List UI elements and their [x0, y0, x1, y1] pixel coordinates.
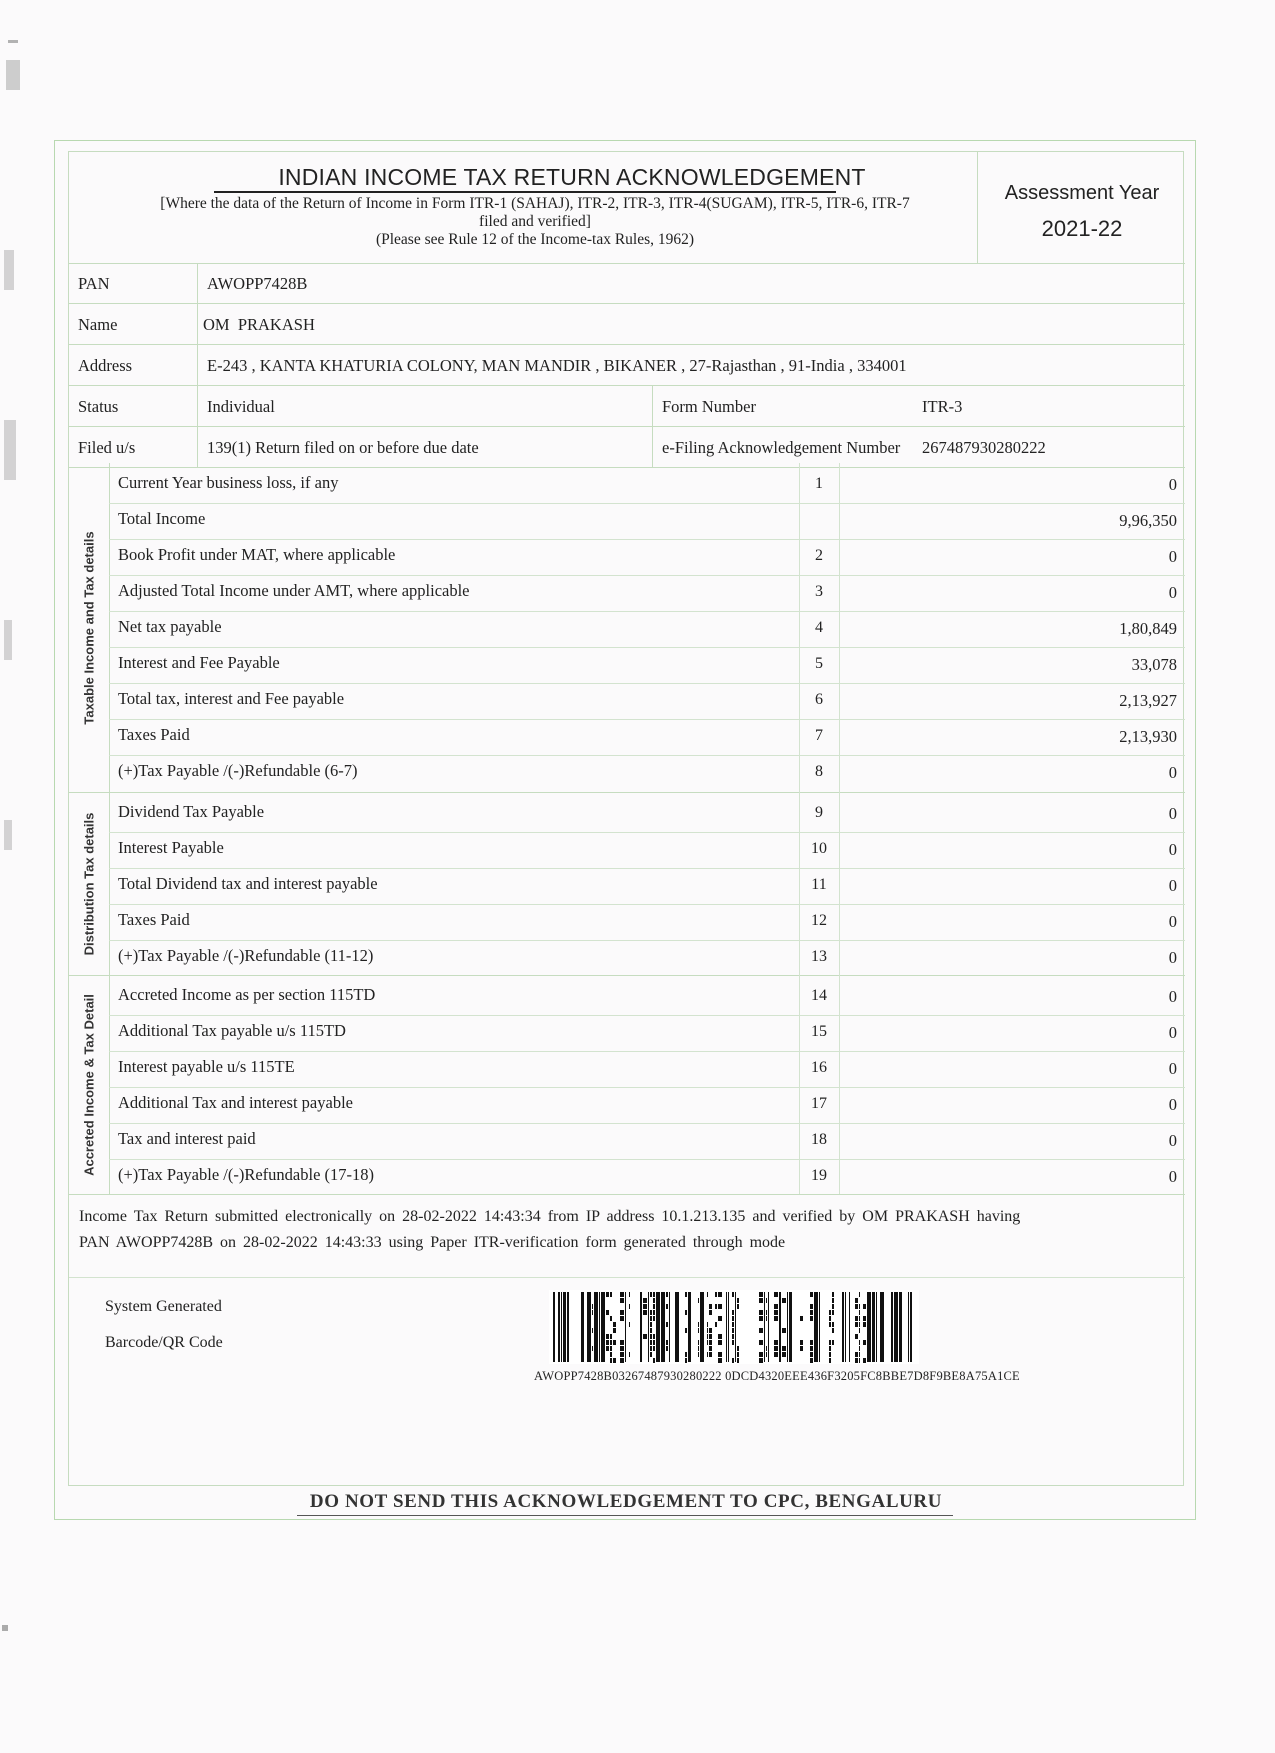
address-value: E-243 , KANTA KHATURIA COLONY, MAN MANDIR , BIKANER , 27-Rajasthan , 91-India , 334001	[207, 356, 907, 375]
row-label: (+)Tax Payable /(-)Refundable (6-7)	[118, 761, 358, 780]
acknowledgement-document	[54, 140, 1196, 1520]
scan-speck	[4, 250, 14, 290]
table-row	[109, 1155, 1185, 1195]
table-row	[109, 463, 1185, 504]
row-number: 2	[815, 547, 823, 564]
row-label: Total Income	[118, 509, 206, 528]
row-number: 8	[815, 763, 823, 780]
row-number: 1	[815, 475, 823, 492]
row-number: 5	[815, 655, 823, 672]
cpc-notice: DO NOT SEND THIS ACKNOWLEDGEMENT TO CPC, BENGALURU	[309, 1491, 943, 1512]
row-label: (+)Tax Payable /(-)Refundable (17-18)	[118, 1165, 375, 1184]
page-title: INDIAN INCOME TAX RETURN ACKNOWLEDGEMENT	[278, 164, 866, 190]
row-value: 0	[1168, 1023, 1177, 1042]
table-row	[109, 535, 1185, 576]
table-row	[109, 1047, 1185, 1088]
divider	[197, 386, 198, 426]
scan-speck	[4, 620, 12, 660]
row-label: (+)Tax Payable /(-)Refundable (11-12)	[118, 946, 374, 965]
barcode-icon	[549, 1290, 919, 1364]
taxable-income-section	[69, 463, 1185, 793]
row-value: 0	[1168, 987, 1177, 1006]
row-number: 16	[811, 1059, 827, 1076]
assessment-year-box	[977, 152, 1186, 263]
pan-row	[69, 263, 1185, 304]
scan-speck	[8, 40, 18, 43]
table-row	[109, 715, 1185, 756]
notice-underline	[297, 1515, 953, 1516]
table-row	[109, 792, 1185, 833]
row-value: 1,80,849	[1119, 619, 1177, 638]
row-number: 14	[811, 987, 827, 1004]
section-label	[69, 975, 110, 1194]
section-label	[69, 463, 110, 792]
assessment-year-label: Assessment Year	[1004, 182, 1160, 204]
row-value: 0	[1168, 1059, 1177, 1078]
pan-label: PAN	[78, 274, 110, 293]
row-number: 10	[811, 840, 827, 857]
row-label: Tax and interest paid	[118, 1129, 256, 1148]
row-value: 0	[1168, 583, 1177, 602]
name-value: OM PRAKASH	[203, 315, 315, 334]
row-value: 0	[1168, 948, 1177, 967]
row-value: 0	[1168, 876, 1177, 895]
row-value: 0	[1168, 475, 1177, 494]
row-label: Book Profit under MAT, where applicable	[118, 545, 396, 564]
row-number: 11	[811, 876, 827, 893]
row-number: 18	[811, 1131, 827, 1148]
header	[69, 152, 1185, 264]
row-label: Interest Payable	[118, 838, 224, 857]
row-label: Additional Tax payable u/s 115TD	[118, 1021, 346, 1040]
row-number: 3	[815, 583, 823, 600]
row-label: Current Year business loss, if any	[118, 473, 339, 492]
divider	[197, 304, 198, 344]
row-value: 0	[1168, 804, 1177, 823]
table-row	[109, 864, 1185, 905]
row-value: 0	[1168, 763, 1177, 782]
barcode-zone	[69, 1277, 1185, 1488]
section-title: Taxable Income and Tax details	[81, 530, 97, 725]
status-value: Individual	[207, 397, 275, 416]
subtitle-line-2: filed and verified]	[479, 213, 591, 230]
divider	[652, 386, 653, 426]
acknowledgement-inner-frame	[68, 151, 1184, 1486]
filed-us-value: 139(1) Return filed on or before due date	[207, 438, 479, 457]
filed-us-label: Filed u/s	[78, 438, 136, 457]
taxpayer-info	[69, 263, 1185, 468]
filed-us-row	[69, 427, 1185, 468]
table-row	[109, 828, 1185, 869]
pan-value: AWOPP7428B	[207, 274, 308, 293]
row-number: 7	[815, 727, 823, 744]
barcode-text: AWOPP7428B03267487930280222 0DCD4320EEE436F3205FC8BBE7D8F9BE8A75A1CE	[534, 1369, 1020, 1383]
row-label: Interest and Fee Payable	[118, 653, 280, 672]
submission-line-2: PAN AWOPP7428B on 28-02-2022 14:43:33 using Paper ITR-verification form generated through mode	[79, 1234, 786, 1251]
assessment-year-value: 2021-22	[1041, 216, 1123, 241]
submission-details	[79, 1204, 1169, 1256]
table-row	[109, 679, 1185, 720]
barcode-label: Barcode/QR Code	[105, 1334, 223, 1351]
row-number: 15	[811, 1023, 827, 1040]
row-value: 0	[1168, 1167, 1177, 1186]
table-row	[109, 499, 1185, 540]
distribution-tax-section	[69, 792, 1185, 976]
divider	[197, 427, 198, 467]
name-label: Name	[78, 315, 118, 334]
table-row	[109, 975, 1185, 1016]
ack-number-label: e-Filing Acknowledgement Number	[662, 438, 901, 457]
table-row	[109, 900, 1185, 941]
table-row	[109, 936, 1185, 976]
subtitle-line-3: (Please see Rule 12 of the Income-tax Rules, 1962)	[375, 231, 695, 248]
row-number: 13	[811, 948, 827, 965]
divider	[652, 427, 653, 467]
row-value: 2,13,927	[1119, 691, 1177, 710]
table-row	[109, 607, 1185, 648]
row-label: Total Dividend tax and interest payable	[118, 874, 378, 893]
row-value: 0	[1168, 1095, 1177, 1114]
row-label: Taxes Paid	[118, 725, 190, 744]
row-value: 0	[1168, 912, 1177, 931]
row-number: 4	[815, 619, 823, 636]
row-label: Adjusted Total Income under AMT, where applicable	[118, 581, 470, 600]
system-generated-label: System Generated	[105, 1298, 222, 1315]
section-title: Accreted Income & Tax Detail	[81, 993, 97, 1176]
address-row	[69, 345, 1185, 386]
table-row	[109, 1083, 1185, 1124]
row-label: Interest payable u/s 115TE	[118, 1057, 295, 1076]
row-number: 6	[815, 691, 823, 708]
row-label: Accreted Income as per section 115TD	[118, 985, 376, 1004]
row-label: Dividend Tax Payable	[118, 802, 265, 821]
table-row	[109, 571, 1185, 612]
form-number-value: ITR-3	[922, 397, 963, 416]
status-label: Status	[78, 397, 119, 416]
divider	[197, 263, 198, 303]
table-row	[109, 643, 1185, 684]
row-number: 17	[811, 1095, 827, 1112]
scan-speck	[4, 420, 16, 480]
ack-number-value: 267487930280222	[922, 438, 1046, 457]
row-value: 0	[1168, 1131, 1177, 1150]
table-row	[109, 751, 1185, 791]
section-label	[69, 792, 110, 975]
name-row	[69, 304, 1185, 345]
table-row	[109, 1119, 1185, 1160]
row-value: 9,96,350	[1119, 511, 1177, 530]
accreted-income-section	[69, 975, 1185, 1195]
row-number: 19	[811, 1167, 827, 1184]
divider	[197, 345, 198, 385]
row-label: Net tax payable	[118, 617, 222, 636]
table-row	[109, 1011, 1185, 1052]
subtitle	[87, 195, 983, 249]
row-value: 0	[1168, 547, 1177, 566]
subtitle-line-1: [Where the data of the Return of Income in Form ITR-1 (SAHAJ), ITR-2, ITR-3, ITR-4(SUGAM), ITR-5, ITR-6, ITR-7	[160, 195, 910, 212]
row-value: 2,13,930	[1119, 727, 1177, 746]
scan-speck	[2, 1625, 8, 1631]
row-value: 33,078	[1131, 655, 1177, 674]
row-number: 12	[811, 912, 827, 929]
scan-speck	[4, 820, 12, 850]
row-number: 9	[815, 804, 823, 821]
address-label: Address	[78, 356, 133, 375]
row-value: 0	[1168, 840, 1177, 859]
submission-line-1: Income Tax Return submitted electronically on 28-02-2022 14:43:34 from IP address 10.1.213.135 and verified by OM PRAKASH having	[79, 1208, 1021, 1225]
title-underline	[214, 191, 836, 193]
section-title: Distribution Tax details	[81, 812, 97, 955]
row-label: Taxes Paid	[118, 910, 190, 929]
status-row	[69, 386, 1185, 427]
row-label: Total tax, interest and Fee payable	[118, 689, 345, 708]
form-number-label: Form Number	[662, 397, 756, 416]
row-label: Additional Tax and interest payable	[118, 1093, 353, 1112]
scan-speck	[6, 60, 20, 90]
